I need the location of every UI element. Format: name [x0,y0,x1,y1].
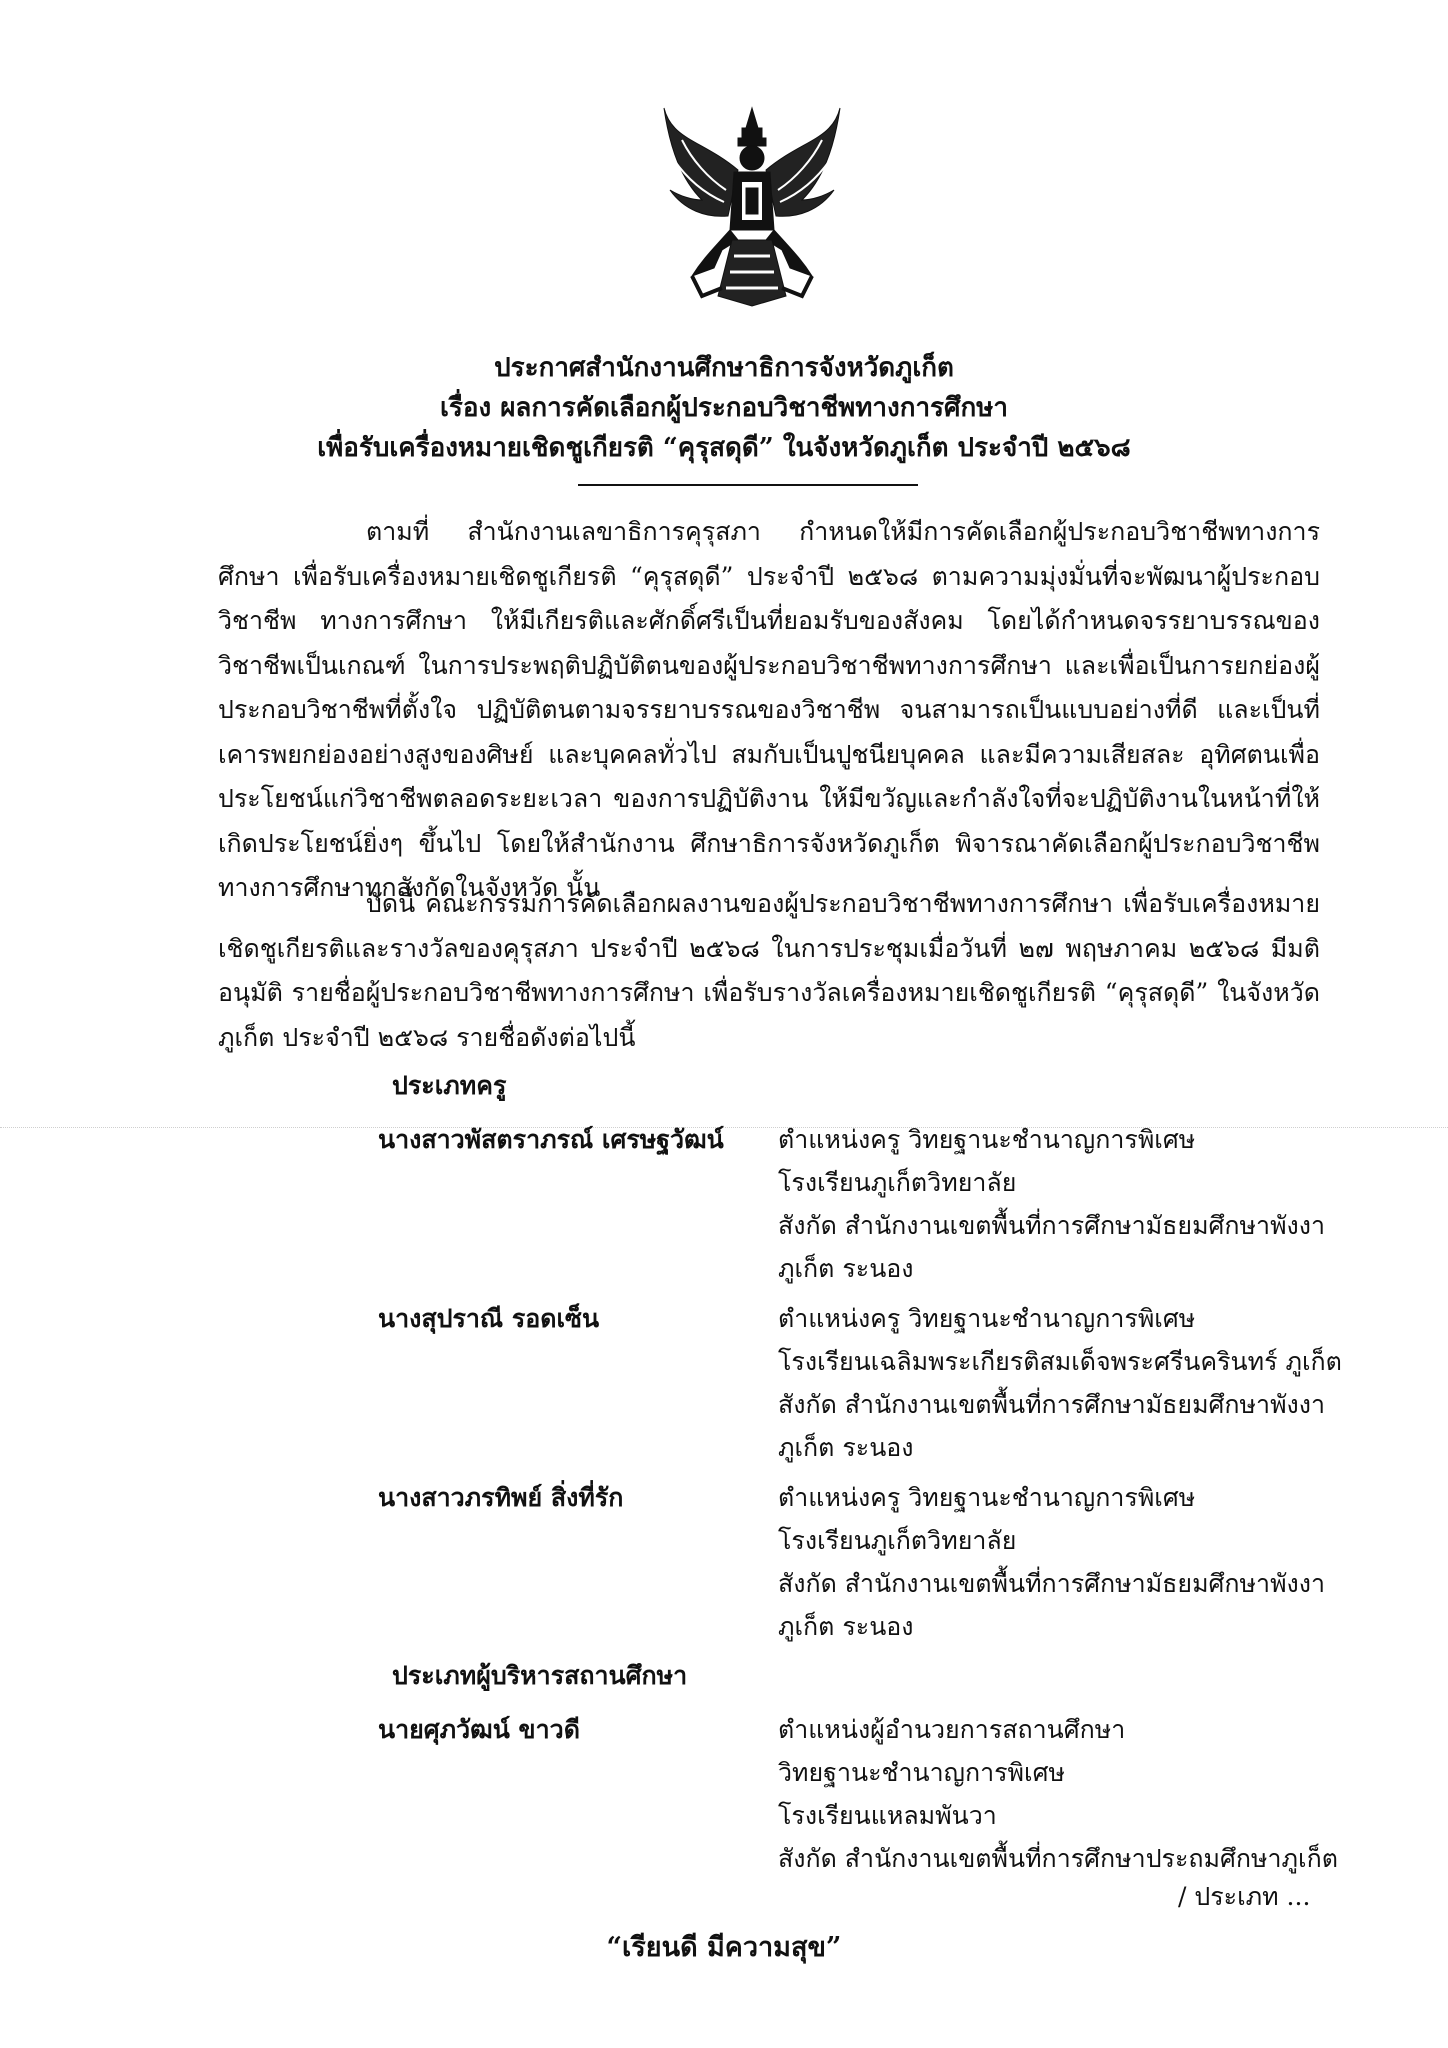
awardee-name: นางสุปราณี รอดเซ็น [378,1304,600,1333]
awardee-detail-line: โรงเรียนเฉลิมพระเกียรติสมเด็จพระศรีนครินทร์ ภูเก็ต [778,1347,1342,1376]
awardee-details [778,1708,1338,1880]
intro-paragraph [218,510,1320,911]
awardee-details [778,1118,1325,1290]
awardee-detail-line: ตำแหน่งผู้อำนวยการสถานศึกษา [778,1715,1126,1744]
footer-motto: “เรียนดี มีความสุข” [606,1932,842,1963]
paragraph-line: และบุคคลทั่วไป สมกับเป็นปูชนียบุคคล และมีความเสียสละ อุทิศตนเพื่อประโยชน์แก่วิชาชีพตลอดระยะเวลา [218,739,1321,813]
paragraph-line: เพื่อรับเครื่องหมายเชิดชูเกียรติ “คุรุสดุดี” ประจำปี ๒๕๖๘ ตามความมุ่งมั่นที่จะพัฒนาผู้ประกอบวิชาชีพ [218,561,1320,635]
awardee-name: นายศุภวัฒน์ ขาวดี [378,1715,580,1744]
awardee-detail-line: ภูเก็ต ระนอง [778,1612,914,1641]
title-divider [578,484,918,486]
paragraph-line: ในการประพฤติปฏิบัติตนของผู้ประกอบวิชาชีพทางการศึกษา และเพื่อเป็นการยกย่องผู้ประกอบวิชาชีพที่ตั้งใจ [218,650,1320,724]
awardee-detail-line: ตำแหน่งครู วิทยฐานะชำนาญการพิเศษ [778,1304,1196,1333]
paragraph-line: ทางการศึกษา ให้มีเกียรติและศักดิ์ศรีเป็นที่ยอมรับของสังคม โดยได้กำหนดจรรยาบรรณของวิชาชีพเป็นเกณฑ์ [218,606,1320,680]
awardee-detail-line: โรงเรียนภูเก็ตวิทยาลัย [778,1526,1017,1555]
awardee-detail-line: สังกัด สำนักงานเขตพื้นที่การศึกษามัธยมศึกษาพังงา [778,1211,1326,1240]
paragraph-line: ของการปฏิบัติงาน ให้มีขวัญและกำลังใจที่จะปฏิบัติงานในหน้าที่ให้เกิดประโยชน์ยิ่งๆ ขึ้นไป โดยให้สำนักงาน [218,784,1321,858]
awardee-detail-line: ภูเก็ต ระนอง [778,1433,914,1462]
announcement-subject-line2: เพื่อรับเครื่องหมายเชิดชูเกียรติ “คุรุสดุดี” ในจังหวัดภูเก็ต ประจำปี ๒๕๖๘ [317,433,1131,463]
awardee-detail-line: สังกัด สำนักงานเขตพื้นที่การศึกษามัธยมศึกษาพังงา [778,1569,1326,1598]
awardee-name: นางสาวภรทิพย์ สิ่งที่รัก [378,1483,624,1512]
paragraph-line: ปฏิบัติตนตามจรรยาบรรณของวิชาชีพ จนสามารถเป็นแบบอย่างที่ดี และเป็นที่เคารพยกย่องอย่างสูงของศิษย์ [218,695,1320,769]
awardee-details [778,1476,1325,1648]
awardee-detail-line: โรงเรียนภูเก็ตวิทยาลัย [778,1168,1017,1197]
announcement-title: ประกาศสำนักงานศึกษาธิการจังหวัดภูเก็ต [494,353,954,383]
paragraph-line: เชิดชูเกียรติและรางวัลของคุรุสภา ประจำปี ๒๕๖๘ ในการประชุมเมื่อวันที่ ๒๗ พฤษภาคม ๒๕๖๘ มีมติอนุมัติ [218,933,1320,1007]
awardee-detail-line: ตำแหน่งครู วิทยฐานะชำนาญการพิเศษ [778,1483,1196,1512]
awardee-detail-line: วิทยฐานะชำนาญการพิเศษ [778,1758,1065,1787]
category-heading-administrators: ประเภทผู้บริหารสถานศึกษา [392,1661,688,1690]
awardee-detail-line: สังกัด สำนักงานเขตพื้นที่การศึกษามัธยมศึกษาพังงา [778,1390,1326,1419]
resolution-paragraph [218,882,1320,1060]
category-heading-teachers: ประเภทครู [392,1071,507,1100]
awardee-details [778,1297,1342,1469]
awardee-detail-line: สังกัด สำนักงานเขตพื้นที่การศึกษาประถมศึกษาภูเก็ต [778,1844,1338,1873]
garuda-emblem-icon [662,100,842,310]
paragraph-line: บัดนี้ คณะกรรมการคัดเลือกผลงานของผู้ประกอบวิชาชีพทางการศึกษา เพื่อรับเครื่องหมาย [366,889,1320,918]
paragraph-line: รายชื่อผู้ประกอบวิชาชีพทางการศึกษา เพื่อรับรางวัลเครื่องหมายเชิดชูเกียรติ “คุรุสดุดี” ในจังหวัดภูเก็ต [218,978,1320,1052]
paragraph-line: ตามที่ สำนักงานเลขาธิการคุรุสภา กำหนดให้มีการคัดเลือกผู้ประกอบวิชาชีพทางการศึกษา [218,517,1320,591]
page-continuation: / ประเภท ... [1178,1882,1311,1911]
awardee-detail-line: โรงเรียนแหลมพันวา [778,1801,997,1830]
awardee-detail-line: ภูเก็ต ระนอง [778,1254,914,1283]
paragraph-line: ศึกษาธิการจังหวัดภูเก็ต พิจารณาคัดเลือกผู้ประกอบวิชาชีพทางการศึกษาทุกสังกัดในจังหวัด นั้น [218,828,1320,902]
paragraph-line: ประจำปี ๒๕๖๘ รายชื่อดังต่อไปนี้ [282,1022,636,1052]
announcement-subject: เรื่อง ผลการคัดเลือกผู้ประกอบวิชาชีพทางการศึกษา [439,393,1009,423]
awardee-detail-line: ตำแหน่งครู วิทยฐานะชำนาญการพิเศษ [778,1125,1196,1154]
awardee-name: นางสาวพัสตราภรณ์ เศรษฐวัฒน์ [378,1125,724,1154]
